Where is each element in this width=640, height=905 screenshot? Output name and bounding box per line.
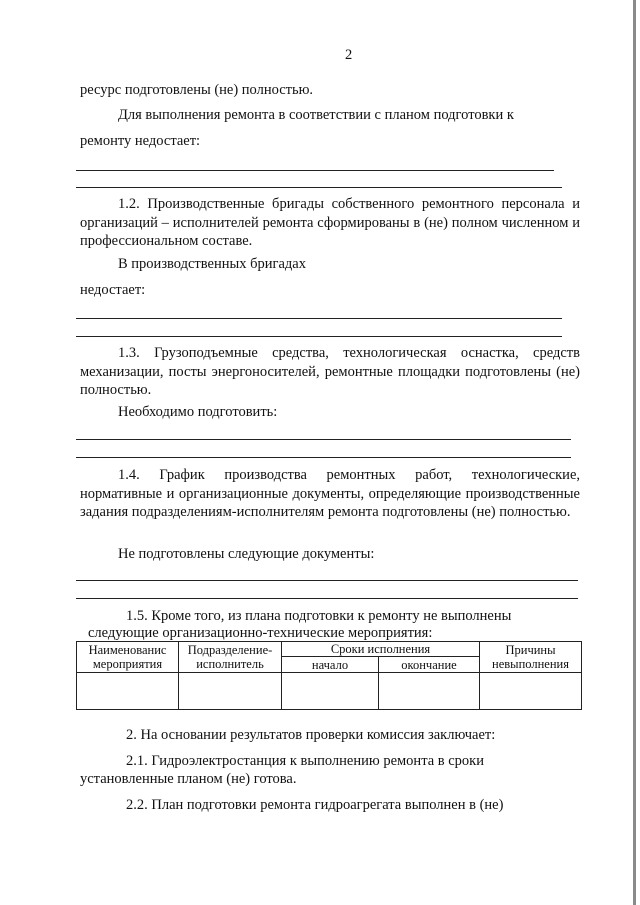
paragraph-repair-plan-line1: Для выполнения ремонта в соответствии с планом подготовки к — [118, 107, 514, 123]
section-2-intro: 2. На основании результатов проверки комиссия заключает: — [126, 727, 496, 743]
section-2-1-line1: 2.1. Гидроэлектростанция к выполнению ремонта в сроки — [126, 753, 484, 769]
table-cell — [77, 673, 179, 710]
table-header-reasons: Причины невыполнения — [480, 642, 582, 673]
fill-line — [76, 187, 562, 188]
paragraph-resource-line: ресурс подготовлены (не) полностью. — [80, 82, 314, 98]
section-1-5-line2: следующие организационно-технические мероприятия: — [88, 625, 433, 641]
section-1-3-need: Необходимо подготовить: — [118, 404, 278, 420]
table-header-unit: Подразделение- исполнитель — [179, 642, 282, 673]
table-header-deadlines: Сроки исполнения — [282, 642, 480, 657]
section-1-3-text: 1.3. Грузоподъемные средства, технологическая оснастка, средств механизации, посты энергоносителей, ремонтные площадки подготовлены (не) полностью. — [80, 345, 580, 398]
section-1-4-text: 1.4. График производства ремонтных работ, технологические, нормативные и организационные документы, определяющие производственные задания подразделениям-исполнителям ремонта подготовлены (не) полностью. — [80, 467, 580, 520]
table-cell — [379, 673, 480, 710]
fill-line — [76, 580, 578, 581]
paragraph-repair-plan-line2: ремонту недостает: — [80, 133, 201, 149]
page-number: 2 — [345, 47, 353, 63]
section-1-2-text: 1.2. Производственные бригады собственного ремонтного персонала и организаций – исполнителей ремонта сформированы в (не) полном численном и профессиональном составе. — [80, 196, 580, 249]
unfulfilled-measures-table — [76, 641, 582, 710]
section-1-2-brigades: В производственных бригадах — [118, 256, 306, 272]
page-edge-shadow — [633, 0, 636, 905]
table-header-name: Наименованис мероприятия — [77, 642, 179, 673]
table-cell — [480, 673, 582, 710]
table-row — [77, 673, 582, 710]
table-cell — [179, 673, 282, 710]
fill-line — [76, 336, 562, 337]
section-1-5-line1: 1.5. Кроме того, из плана подготовки к ремонту не выполнены — [126, 608, 512, 624]
table-header-start: начало — [282, 657, 379, 673]
fill-line — [76, 439, 571, 440]
section-1-2-lacking: недостает: — [80, 282, 146, 298]
fill-line — [76, 318, 562, 319]
table-header-end: окончание — [379, 657, 480, 673]
section-1-4-not-ready: Не подготовлены следующие документы: — [118, 546, 375, 562]
fill-line — [76, 170, 554, 171]
section-2-2-text: 2.2. План подготовки ремонта гидроагрегата выполнен в (не) — [126, 797, 504, 813]
fill-line — [76, 457, 571, 458]
fill-line — [76, 598, 578, 599]
section-2-1-line2: установленные планом (не) готова. — [80, 771, 297, 787]
table-cell — [282, 673, 379, 710]
